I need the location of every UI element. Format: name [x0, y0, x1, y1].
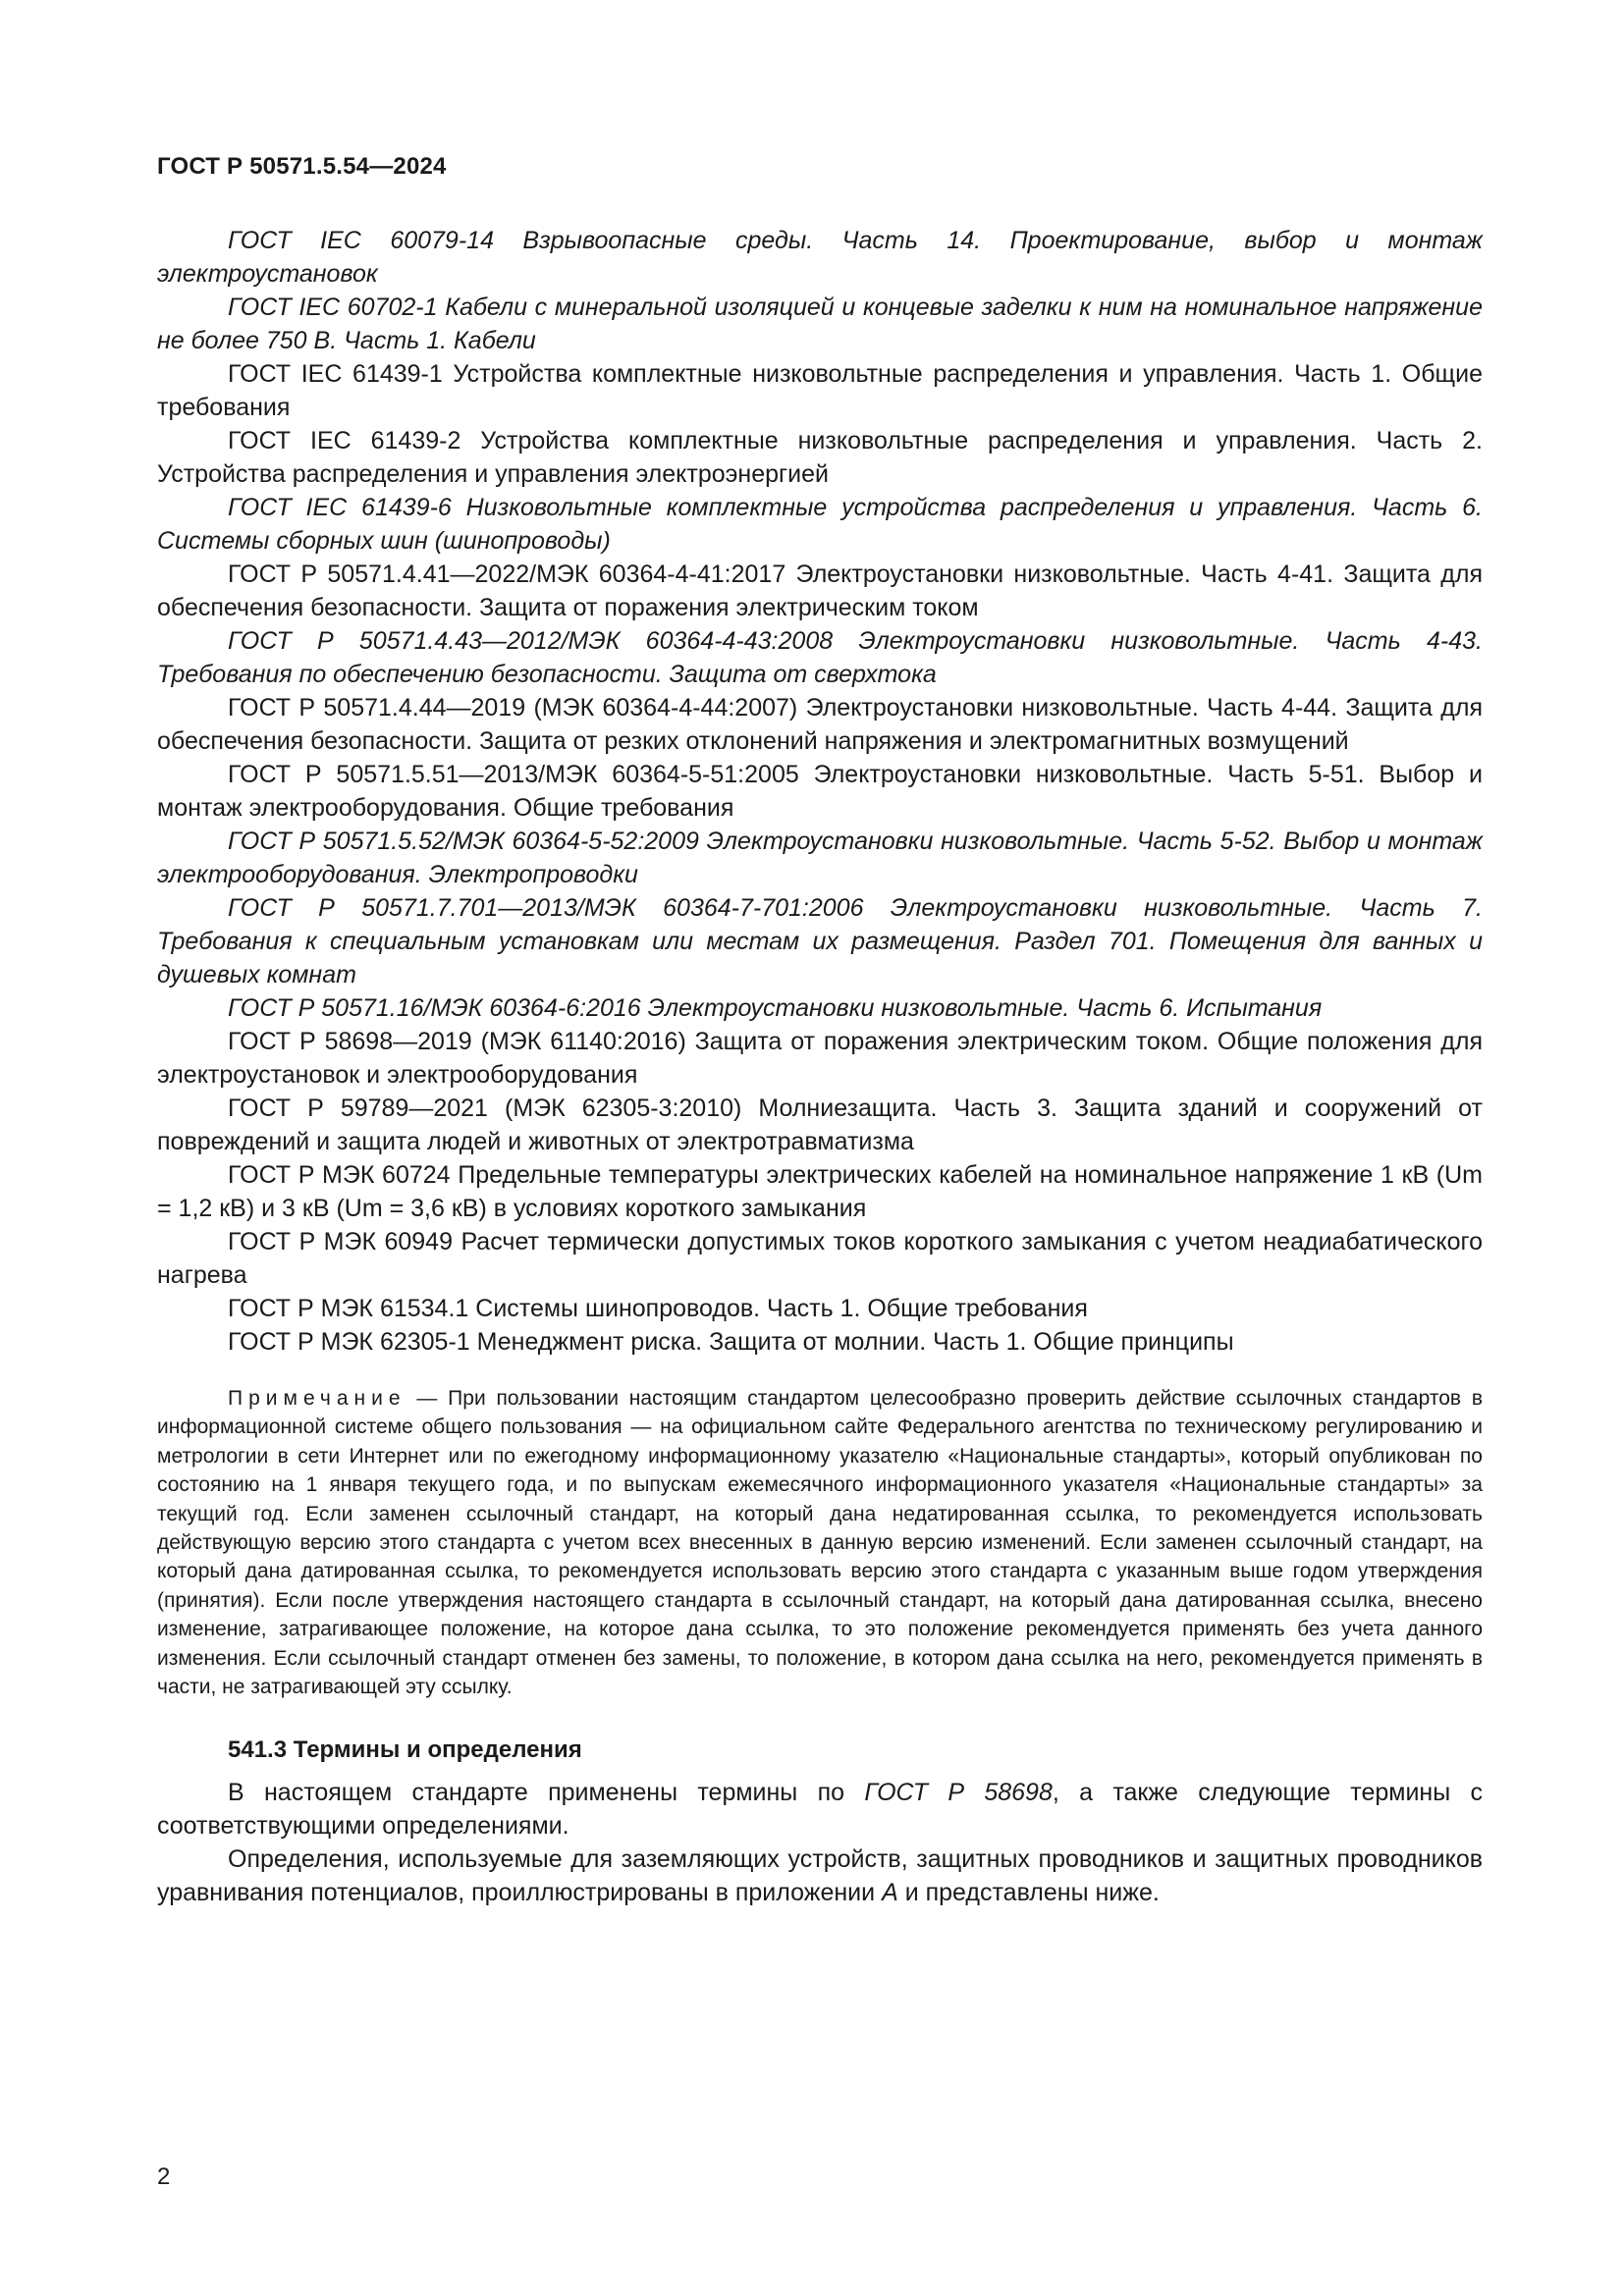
- terms-intro-paragraph: [157, 1776, 1483, 1842]
- reference-item: ГОСТ Р МЭК 62305-1 Менеджмент риска. Защита от молнии. Часть 1. Общие принципы: [228, 1328, 1234, 1356]
- reference-item: ГОСТ Р МЭК 60949 Расчет термически допустимых токов короткого замыкания с учетом неадиабатического нагрева: [157, 1228, 1483, 1289]
- section-title: 541.3 Термины и определения: [228, 1736, 582, 1764]
- reference-item: ГОСТ IEC 60702-1 Кабели с минеральной изоляцией и концевые заделки к ним на номинальное напряжение не более 750 В. Часть 1. Кабели: [157, 294, 1483, 354]
- reference-item: ГОСТ Р 50571.4.43—2012/МЭК 60364-4-43:2008 Электроустановки низковольтные. Часть 4-43. Требования по обеспечению безопасности. Защита от сверхтока: [157, 627, 1483, 688]
- reference-item: ГОСТ Р 50571.7.701—2013/МЭК 60364-7-701:2006 Электроустановки низковольтные. Часть 7. Требования к специальным установкам или местам их размещения. Раздел 701. Помещения для ванных и душевых комнат: [157, 894, 1483, 988]
- reference-item: ГОСТ Р 50571.4.41—2022/МЭК 60364-4-41:2017 Электроустановки низковольтные. Часть 4-41. Защита для обеспечения безопасности. Защита от поражения электрическим током: [157, 561, 1483, 621]
- note-label: Примечание: [228, 1387, 406, 1410]
- terms-intro-text: В настоящем стандарте применены термины по: [228, 1779, 865, 1807]
- reference-item: ГОСТ Р МЭК 60724 Предельные температуры электрических кабелей на номинальное напряжение 1 кВ (Um = 1,2 кВ) и 3 кВ (Um = 3,6 кВ) в условиях короткого замыкания: [157, 1161, 1483, 1222]
- reference-item: ГОСТ Р МЭК 61534.1 Системы шинопроводов. Часть 1. Общие требования: [228, 1295, 1088, 1322]
- reference-item: ГОСТ Р 50571.5.52/МЭК 60364-5-52:2009 Электроустановки низковольтные. Часть 5-52. Выбор и монтаж электрооборудования. Электропроводки: [157, 828, 1483, 888]
- terms-intro-text-end: , а также следующие термины с соответствующими определениями.: [157, 1779, 1483, 1841]
- reference-item: ГОСТ IEC 61439-6 Низковольтные комплектные устройства распределения и управления. Часть 6. Системы сборных шин (шинопроводы): [157, 494, 1483, 555]
- reference-item: ГОСТ IEC 60079-14 Взрывоопасные среды. Часть 14. Проектирование, выбор и монтаж электроустановок: [157, 227, 1483, 288]
- page-content: [157, 224, 1483, 1909]
- reference-item: ГОСТ Р 50571.5.51—2013/МЭК 60364-5-51:2005 Электроустановки низковольтные. Часть 5-51. Выбор и монтаж электрооборудования. Общие требования: [157, 761, 1483, 822]
- note-text: — При пользовании настоящим стандартом целесообразно проверить действие ссылочных стандартов в информационной системе общего пользования — на официальном сайте Федерального агентства по техническому регулированию и метрологии в сети Интернет или по ежегодному информационному указателю «Национальные стандарты», который опубликован по состоянию на 1 января текущего года, и по выпускам ежемесячного информационного указателя «Национальные стандарты» за текущий год. Если заменен ссылочный стандарт, на который дана недатированная ссылка, то рекомендуется использовать действующую версию этого стандарта с учетом всех внесенных в данную версию изменений. Если заменен ссылочный стандарт, на который дана датированная ссылка, то рекомендуется использовать версию этого стандарта с указанным выше годом утверждения (принятия). Если после утверждения настоящего стандарта в ссылочный стандарт, на который дана датированная ссылка, внесено изменение, затрагивающее положение, на которое дана ссылка, то это положение рекомендуется применять без учета данного изменения. Если ссылочный стандарт отменен без замены, то положение, в котором дана ссылка на него, рекомендуется применять в части, не затрагивающей эту ссылку.: [157, 1387, 1483, 1699]
- reference-item: ГОСТ Р 58698—2019 (МЭК 61140:2016) Защита от поражения электрическим током. Общие положения для электроустановок и электрооборудования: [157, 1028, 1483, 1089]
- document-header: ГОСТ Р 50571.5.54—2024: [157, 153, 447, 180]
- reference-item: ГОСТ Р 59789—2021 (МЭК 62305-3:2010) Молниезащита. Часть 3. Защита зданий и сооружений от повреждений и защита людей и животных от электротравматизма: [157, 1095, 1483, 1155]
- definitions-text: Определения, используемые для заземляющих устройств, защитных проводников и защитных проводников уравнивания потенциалов, проиллюстрированы в приложении: [157, 1845, 1483, 1907]
- reference-item: ГОСТ Р 50571.16/МЭК 60364-6:2016 Электроустановки низковольтные. Часть 6. Испытания: [228, 994, 1323, 1022]
- reference-item: ГОСТ IEC 61439-1 Устройства комплектные низковольтные распределения и управления. Часть 1. Общие требования: [157, 360, 1483, 421]
- reference-item: ГОСТ IEC 61439-2 Устройства комплектные низковольтные распределения и управления. Часть 2. Устройства распределения и управления электроэнергией: [157, 427, 1483, 488]
- definitions-paragraph: [157, 1842, 1483, 1909]
- reference-item: ГОСТ Р 50571.4.44—2019 (МЭК 60364-4-44:2007) Электроустановки низковольтные. Часть 4-44. Защита для обеспечения безопасности. Защита от резких отклонений напряжения и электромагнитных возмущений: [157, 694, 1483, 755]
- page-number: 2: [157, 2163, 171, 2190]
- definitions-annex-reference: А: [882, 1879, 898, 1907]
- terms-intro-reference: ГОСТ Р 58698: [864, 1779, 1053, 1807]
- normative-references-list: [157, 224, 1483, 1359]
- note-paragraph: [157, 1384, 1483, 1701]
- definitions-text-end: и представлены ниже.: [897, 1879, 1160, 1907]
